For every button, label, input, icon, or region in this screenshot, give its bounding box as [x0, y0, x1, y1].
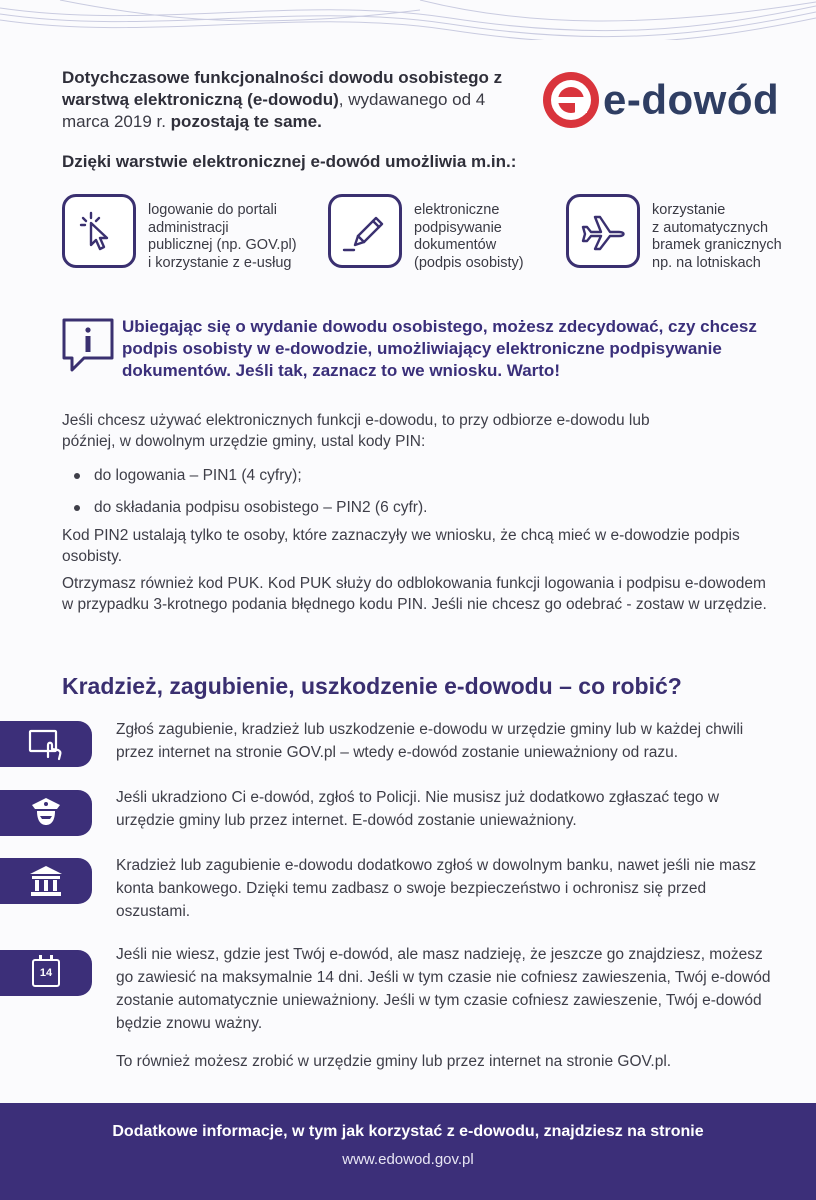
- edowod-logo-mark-icon: [541, 70, 601, 130]
- feature-line: administracji: [148, 219, 229, 236]
- info-callout-text: Ubiegając się o wydanie dowodu osobistego, możesz zdecydować, czy chcesz podpis osobisty w e-dowodzie, umożliwiający elektroniczne podpisywanie dokumentów. Jeśli tak, zaznacz to we wniosku. Warto!: [122, 317, 757, 380]
- edowod-logo: [541, 70, 791, 130]
- row-tab: [0, 858, 92, 904]
- feature-border-gates: [566, 194, 782, 272]
- list-item: [74, 460, 427, 492]
- pin-intro: Jeśli chcesz używać elektronicznych funkcji e-dowodu, to przy odbiorze e-dowodu lub później, w dowolnym urzędzie gminy, ustal kody PIN:: [62, 412, 650, 450]
- feature-line: (podpis osobisty): [414, 254, 524, 271]
- section-heading: Kradzież, zagubienie, uszkodzenie e-dowodu – co robić?: [62, 673, 682, 699]
- feature-icon-box: [62, 194, 136, 268]
- theft-closing: To również możesz zrobić w urzędzie gminy lub przez internet na stronie GOV.pl.: [116, 1053, 672, 1070]
- intro-paragraph: [62, 67, 532, 133]
- feature-line: i korzystanie z e-usług: [148, 254, 292, 271]
- feature-login-text: [148, 202, 297, 272]
- bank-icon: [28, 864, 64, 898]
- pin-list: [74, 460, 427, 524]
- feature-line: z automatycznych: [652, 219, 769, 236]
- theft-row-report: Zgłoś zagubienie, kradzież lub uszkodzenie e-dowodu w urzędzie gminy lub w każdej chwili przez internet na stronie GOV.pl – wtedy e-dowód zostanie unieważniony od razu.: [116, 721, 744, 761]
- feature-login: [62, 194, 297, 272]
- feature-icon-box: [566, 194, 640, 268]
- decorative-wave-pattern: [0, 0, 816, 40]
- intro-bold-end: pozostają te same.: [170, 112, 322, 131]
- intro-regular-part: , wydawanego od 4 marca 2019 r.: [62, 90, 486, 131]
- police-officer-icon: [29, 795, 63, 831]
- feature-border-gates-text: [652, 202, 782, 272]
- feature-icon-box: [328, 194, 402, 268]
- list-item: [74, 492, 427, 524]
- touchscreen-icon: [26, 727, 66, 761]
- footer-text: Dodatkowe informacje, w tym jak korzystać z e-dowodu, znajdziesz na stronie: [112, 1123, 704, 1140]
- info-icon: [60, 316, 116, 372]
- theft-row-police: Jeśli ukradziono Ci e-dowód, zgłoś to Policji. Nie musisz już dodatkowo zgłaszać tego w urzędzie gminy lub przez internet. E-dowód zostanie unieważniony.: [116, 789, 720, 829]
- calendar-icon: [32, 959, 60, 987]
- feature-line: korzystanie: [652, 202, 726, 218]
- row-tab: [0, 790, 92, 836]
- feature-line: publicznej (np. GOV.pl): [148, 237, 297, 253]
- pin2-note: Kod PIN2 ustalają tylko te osoby, które zaznaczyły we wniosku, że chcą mieć w e-dowodzie podpis osobisty.: [62, 527, 740, 565]
- feature-line: dokumentów: [414, 237, 497, 253]
- row-tab: [0, 721, 92, 767]
- edowod-logo-text: e-dowód: [603, 76, 780, 123]
- feature-signature: [328, 194, 524, 272]
- feature-line: bramek granicznych: [652, 237, 782, 253]
- footer-banner: [0, 1103, 816, 1200]
- calendar-rings: [39, 955, 42, 961]
- feature-line: np. na lotniskach: [652, 254, 761, 271]
- bullet-dot: [74, 473, 80, 479]
- intro-bold-part: Dotychczasowe funkcjonalności dowodu osobistego z warstwą elektroniczną (e-dowodu): [62, 68, 503, 109]
- pin1-text: do logowania – PIN1 (4 cyfry);: [94, 467, 302, 484]
- bullet-dot: [74, 505, 80, 511]
- feature-signature-text: [414, 202, 524, 272]
- calendar-number: 14: [39, 967, 53, 979]
- airplane-icon: [577, 211, 629, 251]
- cursor-click-icon: [77, 209, 121, 253]
- row-tab: [0, 950, 92, 996]
- footer-website-link[interactable]: www.edowod.gov.pl: [342, 1151, 474, 1168]
- feature-line: podpisywanie: [414, 219, 502, 236]
- feature-line: logowanie do portali: [148, 202, 277, 218]
- theft-row-bank: Kradzież lub zagubienie e-dowodu dodatkowo zgłoś w dowolnym banku, nawet jeśli nie masz konta bankowego. Dzięki temu zadbasz o swoje bezpieczeństwo i ochronisz się przed oszustami.: [116, 857, 757, 920]
- puk-note: Otrzymasz również kod PUK. Kod PUK służy do odblokowania funkcji logowania i podpisu e-dowodem w przypadku 3-krotnego podania błędnego kodu PIN. Jeśli nie chcesz go odebrać - zostaw w urzędzie.: [62, 575, 767, 613]
- features-heading: Dzięki warstwie elektronicznej e-dowód umożliwia m.in.:: [62, 152, 517, 171]
- pin2-text: do składania podpisu osobistego – PIN2 (6 cyfr).: [94, 499, 428, 516]
- theft-row-suspend: Jeśli nie wiesz, gdzie jest Twój e-dowód, ale masz nadzieję, że jeszcze go znajdziesz, możesz go zawiesić na maksymalnie 14 dni. Jeśli w tym czasie nie cofniesz zawieszenia, Twój e-dowód zostanie automatycznie unieważniony. Jeśli w tym czasie cofniesz zawieszenie, Twój e-dowód będzie znowu ważny.: [116, 946, 771, 1032]
- feature-line: elektroniczne: [414, 202, 500, 218]
- pen-signature-icon: [340, 206, 390, 256]
